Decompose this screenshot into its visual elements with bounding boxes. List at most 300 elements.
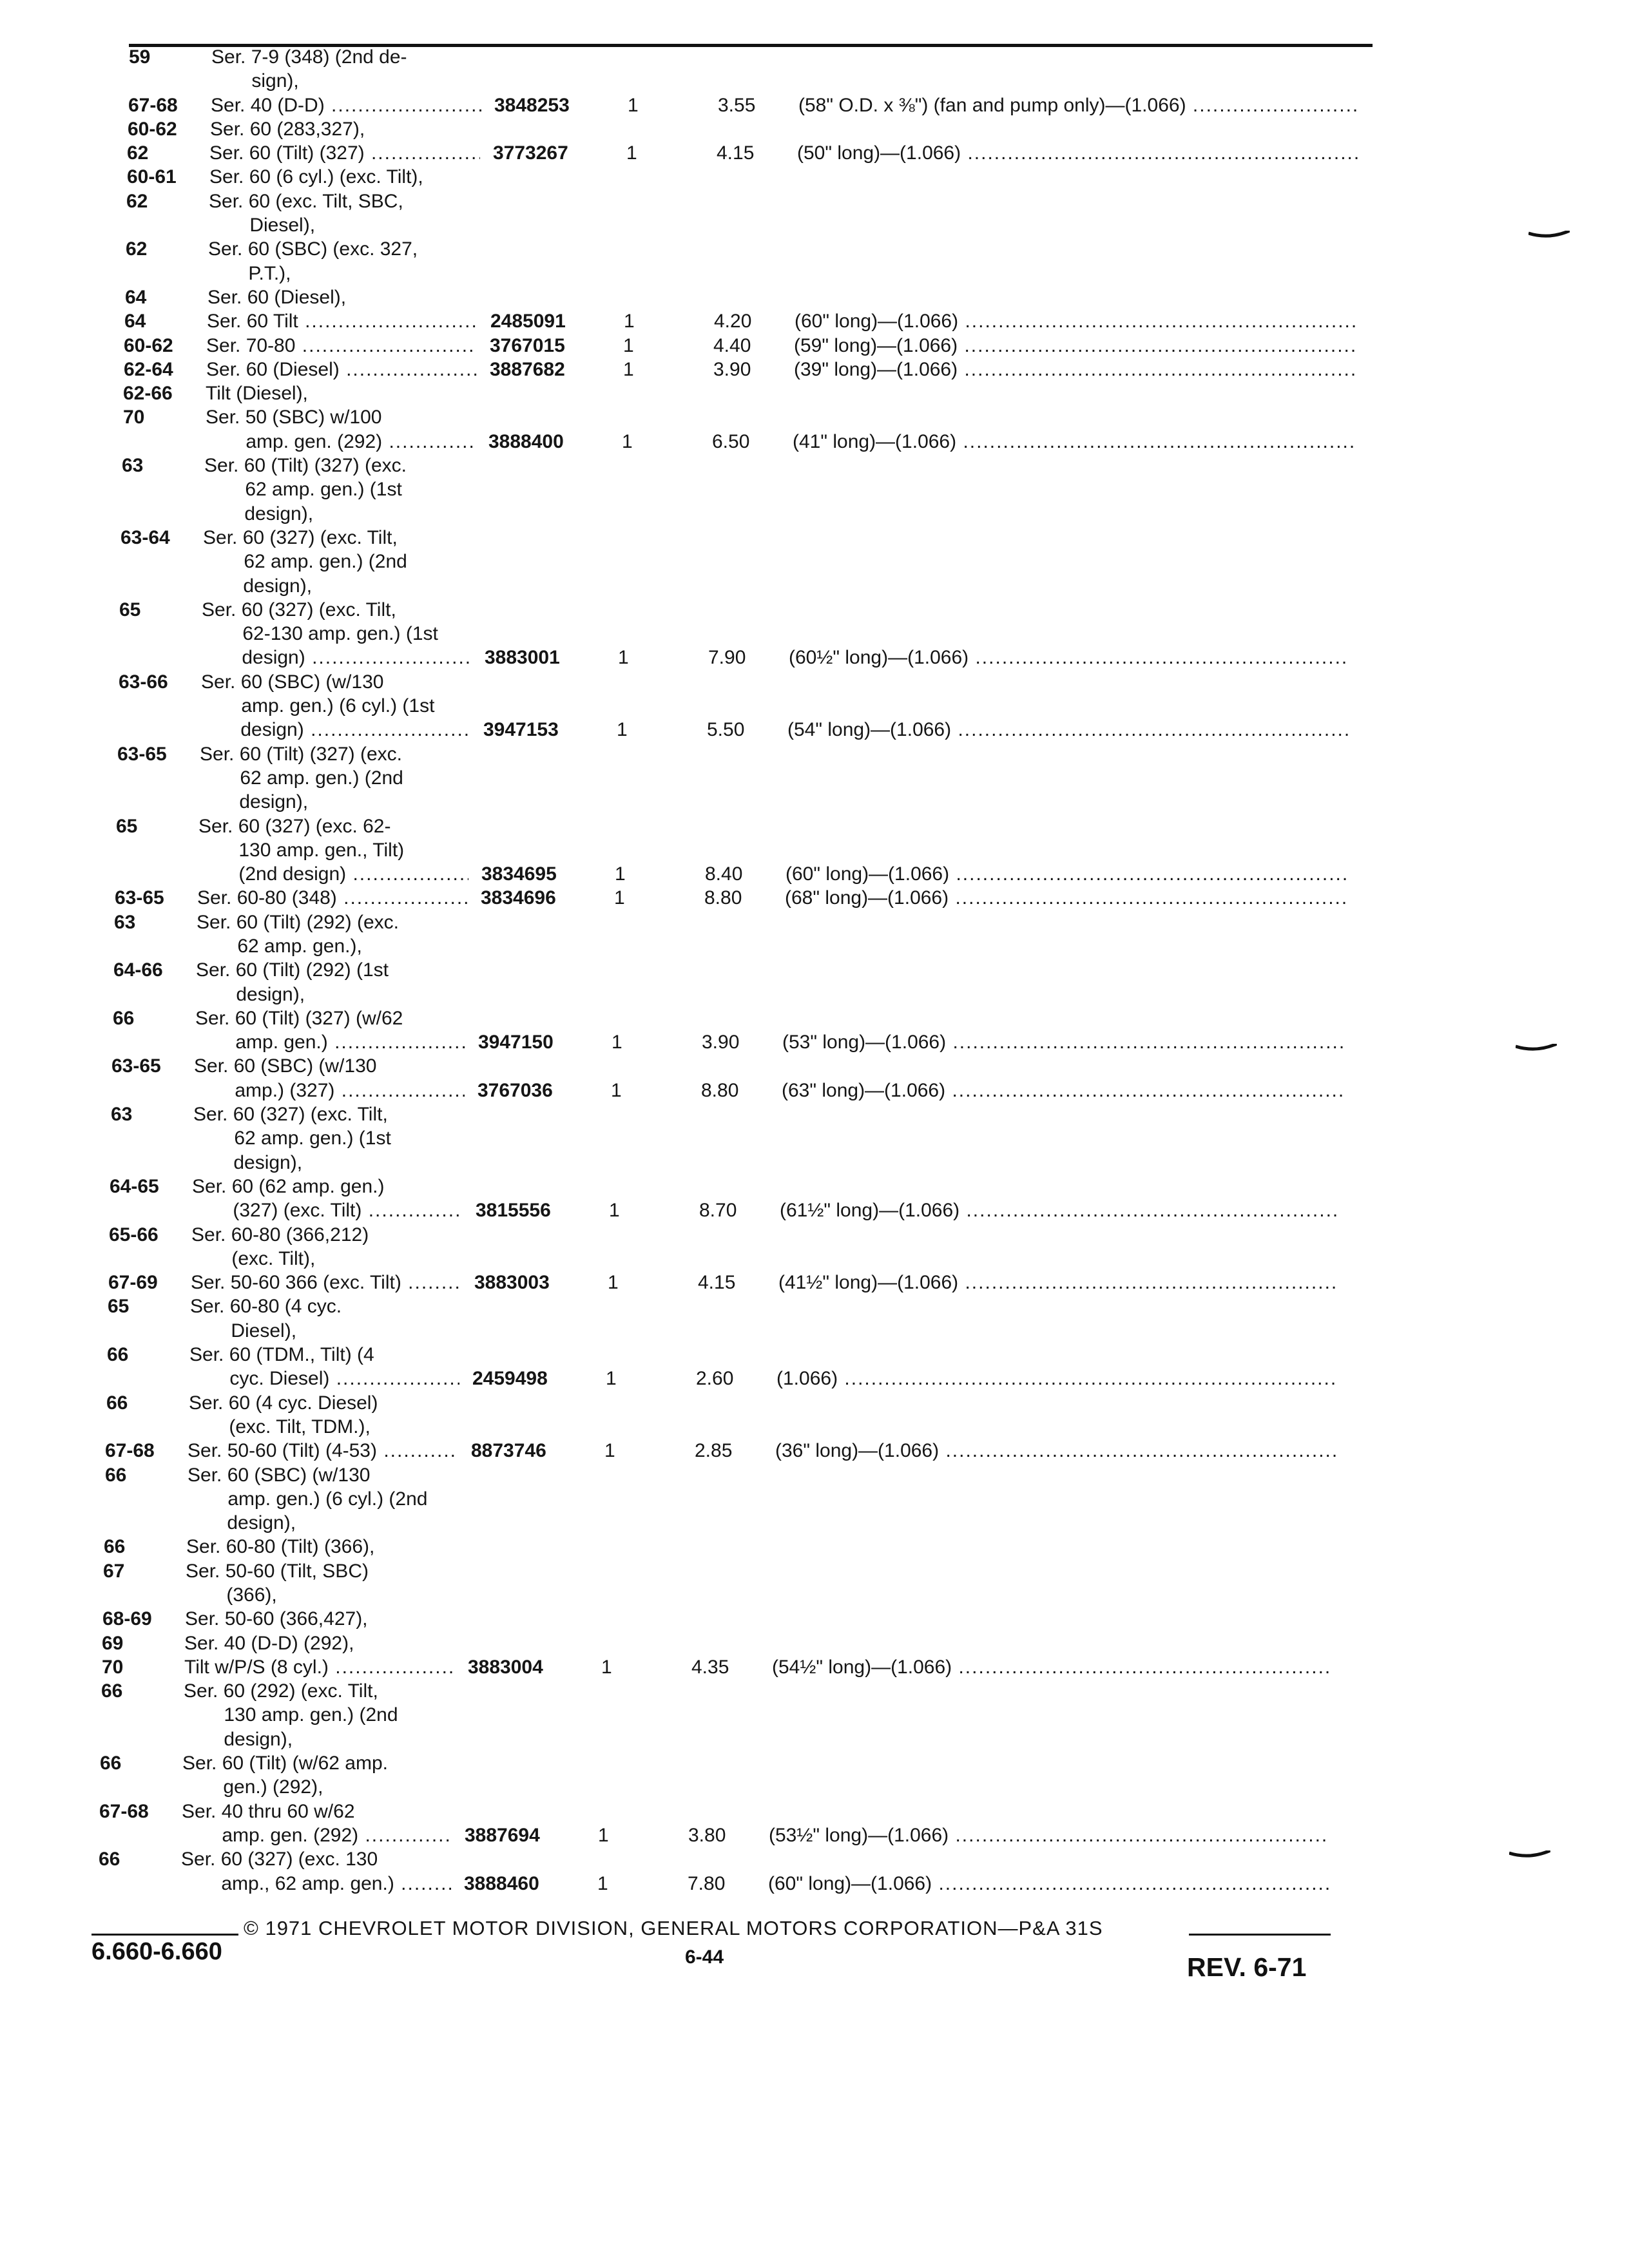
part-number-text: 3888460 xyxy=(464,1872,539,1894)
footer-rule-left xyxy=(92,1934,238,1936)
application-desc xyxy=(181,1847,503,1871)
part-description xyxy=(787,718,1348,742)
price xyxy=(688,1823,726,1847)
part-number xyxy=(494,93,570,117)
part-description-text: (63" long)—(1.066) ..... xyxy=(782,1080,1342,1101)
part-description xyxy=(769,1823,1329,1847)
model-year xyxy=(103,1559,124,1583)
quantity-text: 1 xyxy=(618,647,629,669)
price-text: 3.80 xyxy=(688,1824,726,1846)
part-description-text: (68" long)—(1.066) ..... xyxy=(785,887,1345,908)
parts-row xyxy=(0,1439,1629,1463)
quantity-text: 1 xyxy=(623,358,634,380)
application-desc-text: Ser. 60 Tilt ..... xyxy=(207,311,477,332)
part-description xyxy=(794,334,1354,358)
parts-row xyxy=(0,502,1629,526)
part-description xyxy=(768,1872,1329,1896)
model-year xyxy=(106,1391,128,1415)
application-desc xyxy=(205,1583,527,1607)
application-desc xyxy=(206,1511,528,1535)
part-number-text: 2485091 xyxy=(490,311,566,332)
part-number xyxy=(468,1655,543,1679)
parts-row xyxy=(0,165,1629,189)
application-desc xyxy=(220,694,542,718)
parts-row xyxy=(0,1175,1629,1198)
model-year xyxy=(111,1054,161,1078)
part-description xyxy=(782,1079,1342,1102)
parts-row xyxy=(0,1102,1629,1126)
application-desc-text: Ser. 60 (Tilt) (327) (exc. xyxy=(204,455,407,477)
part-number-text: 3947153 xyxy=(483,719,559,741)
part-number-text: 3883003 xyxy=(474,1272,550,1294)
price-text: 3.90 xyxy=(713,358,751,380)
application-desc-text: Ser. 60 (6 cyl.) (exc. Tilt), xyxy=(209,166,423,188)
parts-row xyxy=(0,598,1629,622)
part-description xyxy=(789,646,1349,669)
model-year-text: 65 xyxy=(116,815,138,837)
model-year xyxy=(127,165,177,189)
application-desc xyxy=(217,862,468,886)
application-desc xyxy=(209,141,480,165)
quantity xyxy=(614,886,625,910)
revision-label: REV. 6-71 xyxy=(1187,1952,1307,1982)
model-year xyxy=(120,526,170,550)
model-year-text: 59 xyxy=(129,46,151,68)
parts-row xyxy=(0,405,1629,429)
model-year-text: 64-65 xyxy=(110,1175,159,1197)
application-desc-text: 130 amp. gen., Tilt) xyxy=(217,839,405,861)
price-text: 2.60 xyxy=(696,1368,734,1390)
parts-row xyxy=(0,117,1629,141)
parts-row xyxy=(0,1703,1629,1727)
part-number xyxy=(481,862,557,886)
model-year xyxy=(102,1631,123,1655)
model-year xyxy=(123,405,144,429)
model-year-text: 62 xyxy=(127,142,149,164)
parts-row xyxy=(0,862,1629,886)
application-desc xyxy=(182,1751,505,1775)
quantity-text: 1 xyxy=(626,142,637,164)
quantity-text: 1 xyxy=(623,334,634,356)
application-desc xyxy=(189,1391,511,1415)
application-desc-text: gen.) (292), xyxy=(202,1776,323,1798)
application-desc-text: 62 amp. gen.) (2nd xyxy=(218,767,403,789)
model-year-text: 67 xyxy=(103,1560,125,1582)
price-text: 8.80 xyxy=(704,887,742,909)
application-desc-text: design) ..... xyxy=(220,647,472,668)
application-desc xyxy=(219,718,470,742)
application-desc xyxy=(207,309,477,333)
application-desc-text: P.T.), xyxy=(227,262,291,284)
model-year xyxy=(127,141,148,165)
part-number-text: 3947150 xyxy=(478,1032,554,1053)
part-description-text: (53½" long)—(1.066) ..... xyxy=(769,1825,1329,1846)
quantity xyxy=(624,309,635,333)
parts-row xyxy=(0,1800,1629,1823)
application-desc xyxy=(184,1679,506,1703)
application-desc xyxy=(206,1487,528,1511)
part-number xyxy=(478,1030,554,1054)
application-desc-text: Ser. 60 (Tilt) (327) (w/62 xyxy=(195,1007,403,1029)
application-desc xyxy=(210,117,532,141)
part-number-text: 3883004 xyxy=(468,1656,543,1678)
model-year xyxy=(117,742,167,766)
part-description-text: (41½" long)—(1.066) ..... xyxy=(778,1272,1339,1293)
model-year-text: 62 xyxy=(126,238,148,260)
binder-hole-mark xyxy=(1528,231,1570,240)
model-year xyxy=(99,1800,149,1823)
model-year-text: 69 xyxy=(102,1632,124,1654)
application-desc-text: Ser. 40 thru 60 w/62 xyxy=(182,1800,355,1822)
application-desc-text: Ser. 60 (SBC) (w/130 xyxy=(201,671,384,693)
model-year-text: 67-68 xyxy=(128,94,178,116)
application-desc-text: 62 amp. gen.) (1st xyxy=(224,479,402,501)
model-year-text: 66 xyxy=(113,1007,135,1029)
application-desc xyxy=(189,1343,512,1367)
parts-row xyxy=(0,69,1629,93)
part-number xyxy=(477,1079,553,1102)
application-desc-text: Ser. 60-80 (366,212) xyxy=(191,1224,369,1245)
parts-row xyxy=(0,1343,1629,1367)
quantity xyxy=(609,1198,620,1222)
quantity-text: 1 xyxy=(606,1368,617,1390)
part-number xyxy=(490,334,565,358)
model-year-text: 65 xyxy=(108,1296,130,1318)
model-year-text: 63 xyxy=(114,911,136,933)
application-desc xyxy=(223,502,545,526)
parts-row xyxy=(0,1583,1629,1607)
application-desc xyxy=(224,477,546,501)
application-desc xyxy=(196,958,518,982)
application-desc-text: Ser. 40 (D-D) (292), xyxy=(184,1632,354,1654)
application-desc xyxy=(207,285,530,309)
application-desc-text: Ser. 50-60 (366,427), xyxy=(185,1608,368,1630)
parts-row xyxy=(0,189,1629,213)
part-description-text: (53" long)—(1.066) ..... xyxy=(782,1032,1343,1053)
quantity xyxy=(617,718,628,742)
application-desc xyxy=(182,1800,504,1823)
model-year xyxy=(107,1343,128,1367)
parts-row xyxy=(0,1679,1629,1703)
application-desc-text: Ser. 60 (Tilt) (327) (exc. xyxy=(200,743,402,765)
price xyxy=(698,1271,735,1294)
application-desc xyxy=(209,1319,532,1343)
model-year-text: 66 xyxy=(107,1344,129,1366)
application-desc-text: Ser. 60 (SBC) (exc. 327, xyxy=(208,238,418,260)
application-desc-text: Ser. 60-80 (4 cyc. xyxy=(190,1296,342,1318)
parts-row xyxy=(0,983,1629,1006)
parts-row xyxy=(0,718,1629,742)
parts-row xyxy=(0,550,1629,573)
quantity xyxy=(601,1655,612,1679)
parts-row xyxy=(0,1463,1629,1487)
part-number xyxy=(481,886,556,910)
model-year-text: 65 xyxy=(119,599,141,620)
application-desc xyxy=(186,1535,508,1559)
parts-row xyxy=(0,213,1629,237)
quantity xyxy=(606,1367,617,1390)
price-text: 2.85 xyxy=(695,1440,733,1462)
application-desc-text: Ser. 60 (283,327), xyxy=(210,118,365,140)
price-text: 4.20 xyxy=(714,311,752,332)
price-text: 4.15 xyxy=(698,1272,736,1294)
application-desc-text: Ser. 60 (Tilt) (292) (exc. xyxy=(197,911,399,933)
part-number-text: 3888400 xyxy=(488,430,564,452)
parts-row xyxy=(0,1079,1629,1102)
quantity xyxy=(611,1079,622,1102)
model-year-text: 62-64 xyxy=(124,358,173,380)
application-desc-text: 62 amp. gen.) (2nd xyxy=(222,551,407,573)
quantity xyxy=(608,1271,619,1294)
part-number-text: 3834696 xyxy=(481,887,556,909)
part-description-text: (58" O.D. x ⅜") (fan and pump only)—(1.066) ..... xyxy=(798,95,1359,116)
price-text: 7.90 xyxy=(708,647,746,669)
parts-row xyxy=(0,285,1629,309)
price xyxy=(712,430,749,454)
model-year xyxy=(108,1294,129,1318)
parts-row xyxy=(0,1198,1629,1222)
parts-row xyxy=(0,309,1629,333)
model-year-text: 70 xyxy=(123,407,145,428)
application-desc xyxy=(206,334,477,358)
application-desc xyxy=(216,934,538,958)
parts-row xyxy=(0,1511,1629,1535)
binder-hole-mark xyxy=(1516,1044,1557,1053)
quantity xyxy=(623,334,634,358)
parts-row xyxy=(0,1535,1629,1559)
application-desc-text: (exc. Tilt, TDM.), xyxy=(207,1416,371,1437)
parts-row xyxy=(0,1607,1629,1631)
application-desc xyxy=(209,165,532,189)
part-description-text: (36" long)—(1.066) ..... xyxy=(775,1440,1336,1461)
application-desc xyxy=(206,405,528,429)
part-description-text: (61½" long)—(1.066) ..... xyxy=(780,1200,1340,1221)
part-description xyxy=(785,886,1345,910)
price xyxy=(705,862,742,886)
application-desc-text: (exc. Tilt), xyxy=(210,1247,316,1269)
application-desc-text: Ser. 60 (327) (exc. 62- xyxy=(198,815,391,837)
binder-hole-mark xyxy=(1509,1850,1550,1860)
part-description xyxy=(793,430,1353,454)
model-year xyxy=(100,1751,121,1775)
model-year xyxy=(124,334,173,358)
parts-row xyxy=(0,934,1629,958)
parts-row xyxy=(0,358,1629,381)
application-desc xyxy=(202,1703,525,1727)
application-desc xyxy=(218,766,541,790)
parts-row xyxy=(0,958,1629,982)
part-description-text: (54½" long)—(1.066) ..... xyxy=(772,1657,1333,1678)
model-year xyxy=(104,1535,125,1559)
parts-row xyxy=(0,1655,1629,1679)
parts-row xyxy=(0,1223,1629,1247)
model-year-text: 63 xyxy=(122,455,144,477)
application-desc xyxy=(184,1655,455,1679)
application-desc-text: design), xyxy=(222,575,313,597)
application-desc xyxy=(191,1271,461,1294)
application-desc xyxy=(218,790,540,814)
quantity-text: 1 xyxy=(622,430,633,452)
application-desc xyxy=(209,189,531,213)
parts-row xyxy=(0,1006,1629,1030)
part-number xyxy=(472,1367,548,1390)
price xyxy=(688,1872,725,1896)
parts-row xyxy=(0,1054,1629,1078)
model-year xyxy=(115,886,164,910)
quantity-text: 1 xyxy=(611,1079,622,1101)
price-text: 8.40 xyxy=(705,863,743,885)
application-desc-text: Ser. 60 (SBC) (w/130 xyxy=(188,1464,371,1486)
part-description xyxy=(782,1030,1343,1054)
parts-row xyxy=(0,1319,1629,1343)
application-desc xyxy=(206,381,528,405)
application-desc-text: amp.) (327) ..... xyxy=(213,1080,465,1101)
application-desc-text: sign), xyxy=(230,70,299,92)
parts-row xyxy=(0,381,1629,405)
application-desc xyxy=(188,1463,510,1487)
parts-row xyxy=(0,1126,1629,1150)
application-desc xyxy=(193,1102,516,1126)
model-year xyxy=(109,1223,159,1247)
page-number: 6-44 xyxy=(685,1946,724,1968)
price xyxy=(695,1439,732,1463)
application-desc xyxy=(224,430,476,454)
application-desc xyxy=(202,1775,524,1799)
part-number-text: 3848253 xyxy=(494,94,570,116)
quantity xyxy=(622,430,633,454)
part-number xyxy=(474,1271,550,1294)
application-desc-text: Ser. 60-80 (348) ..... xyxy=(197,887,468,908)
application-desc xyxy=(207,1415,530,1439)
parts-row xyxy=(0,334,1629,358)
parts-row xyxy=(0,742,1629,766)
application-desc xyxy=(195,1006,517,1030)
part-number xyxy=(483,718,559,742)
price xyxy=(713,358,751,381)
model-year xyxy=(119,598,140,622)
application-desc-text: Ser. 60 (62 amp. gen.) xyxy=(192,1175,385,1197)
application-desc-text: Ser. 60 (327) (exc. Tilt, xyxy=(202,599,396,620)
application-desc xyxy=(208,1367,459,1390)
parts-row xyxy=(0,477,1629,501)
model-year xyxy=(128,93,178,117)
model-year xyxy=(108,1271,158,1294)
application-desc xyxy=(217,838,539,862)
section-number: 6.660-6.660 xyxy=(92,1938,222,1965)
model-year xyxy=(128,117,177,141)
application-desc-text: design), xyxy=(223,503,314,524)
part-description xyxy=(786,862,1346,886)
part-number-text: 8873746 xyxy=(471,1440,546,1462)
application-desc xyxy=(185,1607,507,1631)
part-number xyxy=(476,1198,551,1222)
application-desc-text: 62 amp. gen.), xyxy=(216,935,362,957)
part-number-text: 3767015 xyxy=(490,334,565,356)
part-number xyxy=(490,309,566,333)
model-year xyxy=(124,309,146,333)
part-number-text: 3815556 xyxy=(476,1200,551,1222)
model-year-text: 66 xyxy=(99,1849,120,1870)
price xyxy=(699,1198,737,1222)
model-year xyxy=(110,1175,159,1198)
application-desc-text: Tilt (Diesel), xyxy=(206,383,308,405)
model-year-text: 67-69 xyxy=(108,1272,158,1294)
parts-row xyxy=(0,1294,1629,1318)
model-year-text: 63-65 xyxy=(111,1055,161,1077)
price xyxy=(696,1367,733,1390)
application-desc-text: design), xyxy=(212,1151,303,1173)
part-description-text: (60" long)—(1.066) ..... xyxy=(768,1873,1329,1894)
application-desc xyxy=(194,1054,516,1078)
parts-row xyxy=(0,1559,1629,1583)
part-description xyxy=(798,93,1359,117)
application-desc xyxy=(197,910,519,934)
part-number-text: 3834695 xyxy=(481,863,557,885)
parts-row xyxy=(0,910,1629,934)
application-desc-text: Ser. 60 (292) (exc. Tilt, xyxy=(184,1680,378,1702)
application-desc-text: amp., 62 amp. gen.) ..... xyxy=(200,1873,451,1894)
part-number-text: 3767036 xyxy=(477,1079,553,1101)
part-description-text: (60" long)—(1.066) ..... xyxy=(795,311,1355,332)
part-number xyxy=(493,141,568,165)
application-desc-text: Ser. 50-60 (Tilt, SBC) xyxy=(186,1560,369,1582)
application-desc-text: Ser. 60 (327) (exc. 130 xyxy=(181,1849,378,1870)
model-year xyxy=(102,1607,152,1631)
model-year-text: 67-68 xyxy=(99,1800,149,1822)
application-desc-text: Ser. 60 (Tilt) (w/62 amp. xyxy=(182,1753,388,1774)
model-year-text: 70 xyxy=(102,1656,124,1678)
price xyxy=(691,1655,729,1679)
price xyxy=(718,93,755,117)
price-text: 5.50 xyxy=(707,719,745,741)
price-text: 8.80 xyxy=(701,1079,739,1101)
part-number xyxy=(465,1823,540,1847)
application-desc xyxy=(191,1223,514,1247)
model-year xyxy=(124,358,173,381)
quantity-text: 1 xyxy=(601,1656,612,1678)
price xyxy=(708,646,746,669)
application-desc-text: Ser. 60 (Diesel) ..... xyxy=(206,359,477,380)
parts-row xyxy=(0,262,1629,285)
model-year xyxy=(126,237,147,261)
model-year-text: 63-65 xyxy=(115,887,164,909)
application-desc-text: amp. gen.) ..... xyxy=(214,1032,465,1053)
model-year xyxy=(116,814,137,838)
application-desc xyxy=(198,814,521,838)
application-desc-text: Ser. 60 (327) (exc. Tilt, xyxy=(203,526,398,548)
model-year-text: 67-68 xyxy=(105,1440,155,1462)
parts-row xyxy=(0,646,1629,669)
price-text: 7.80 xyxy=(688,1872,726,1894)
quantity xyxy=(618,646,629,669)
model-year-text: 60-61 xyxy=(127,166,177,188)
application-desc xyxy=(214,1030,465,1054)
part-description xyxy=(795,309,1355,333)
model-year xyxy=(105,1463,126,1487)
application-desc xyxy=(211,1198,463,1222)
quantity-text: 1 xyxy=(604,1440,615,1462)
application-desc-text: 130 amp. gen.) (2nd xyxy=(202,1704,398,1726)
price xyxy=(713,334,751,358)
model-year xyxy=(129,45,150,69)
application-desc-text: Ser. 60 (exc. Tilt, SBC, xyxy=(209,190,403,212)
model-year xyxy=(101,1679,122,1703)
model-year-text: 66 xyxy=(104,1536,126,1558)
part-description xyxy=(797,141,1358,165)
model-year xyxy=(119,670,168,694)
application-desc xyxy=(228,213,550,237)
model-year-text: 66 xyxy=(101,1680,123,1702)
